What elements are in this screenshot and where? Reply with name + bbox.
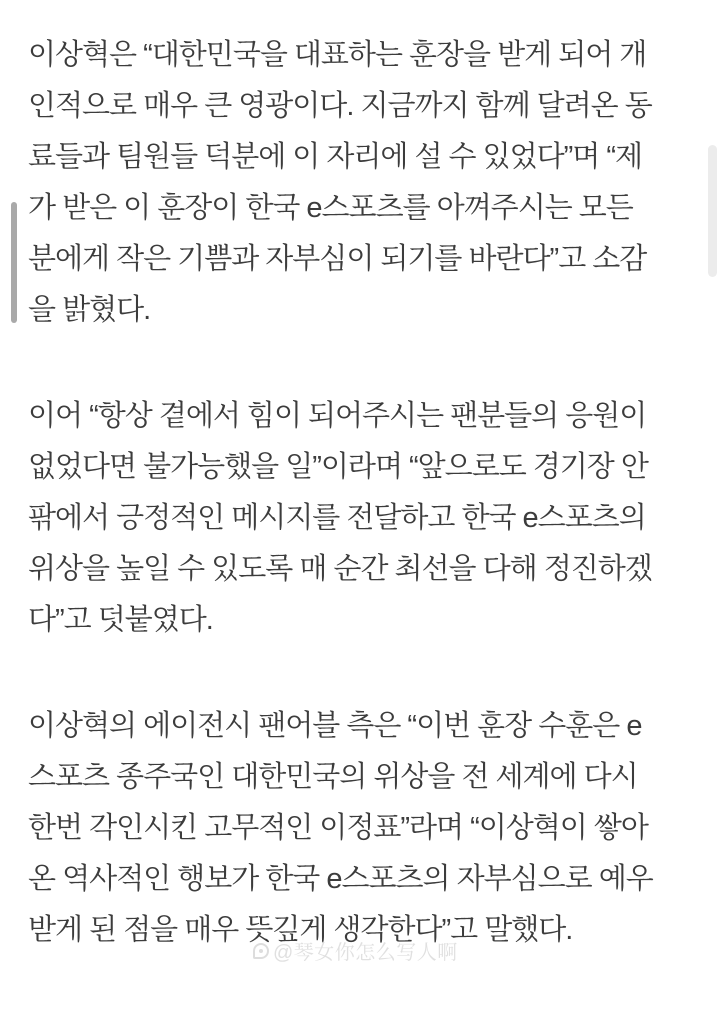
text-line: 을 밝혔다. <box>28 294 151 326</box>
text-line: 인적으로 매우 큰 영광이다. 지금까지 함께 달려온 동 <box>28 90 652 122</box>
text-line: 료들과 팀원들 덕분에 이 자리에 설 수 있었다”며 “제 <box>28 141 643 173</box>
text-line: 팎에서 긍정적인 메시지를 전달하고 한국 e스포츠의 <box>28 502 646 534</box>
left-scroll-indicator[interactable] <box>11 202 17 323</box>
text-line: 이어 “항상 곁에서 힘이 되어주시는 팬분들의 응원이 <box>28 400 647 432</box>
text-line: 이상혁의 에이전시 팬어블 측은 “이번 훈장 수훈은 e <box>28 710 642 742</box>
text-line: 온 역사적인 행보가 한국 e스포츠의 자부심으로 예우 <box>28 863 653 895</box>
text-line: 스포츠 종주국인 대한민국의 위상을 전 세계에 다시 <box>28 761 638 793</box>
text-line: 위상을 높일 수 있도록 매 순간 최선을 다해 정진하겠 <box>28 553 652 585</box>
weibo-logo-icon <box>253 943 269 959</box>
text-line: 이상혁은 “대한민국을 대표하는 훈장을 받게 되어 개 <box>28 39 647 71</box>
right-scrollbar-thumb[interactable] <box>708 145 717 277</box>
watermark-handle: @琴女你怎么写人啊 <box>273 942 458 964</box>
text-line: 한번 각인시킨 고무적인 이정표”라며 “이상혁이 쌓아 <box>28 812 648 844</box>
text-line: 받게 된 점을 매우 뜻깊게 생각한다”고 말했다. <box>28 914 573 946</box>
text-line: 가 받은 이 훈장이 한국 e스포츠를 아껴주시는 모든 <box>28 192 633 224</box>
article-body <box>28 30 706 1011</box>
text-line: 없었다면 불가능했을 일”이라며 “앞으로도 경기장 안 <box>28 451 648 483</box>
paragraph-quote-1 <box>28 30 706 336</box>
paragraph-quote-2 <box>28 391 706 646</box>
text-line: 분에게 작은 기쁨과 자부심이 되기를 바란다”고 소감 <box>28 243 647 275</box>
paragraph-agency-statement <box>28 701 706 956</box>
text-line: 다”고 덧붙였다. <box>28 604 213 636</box>
watermark <box>253 936 458 965</box>
